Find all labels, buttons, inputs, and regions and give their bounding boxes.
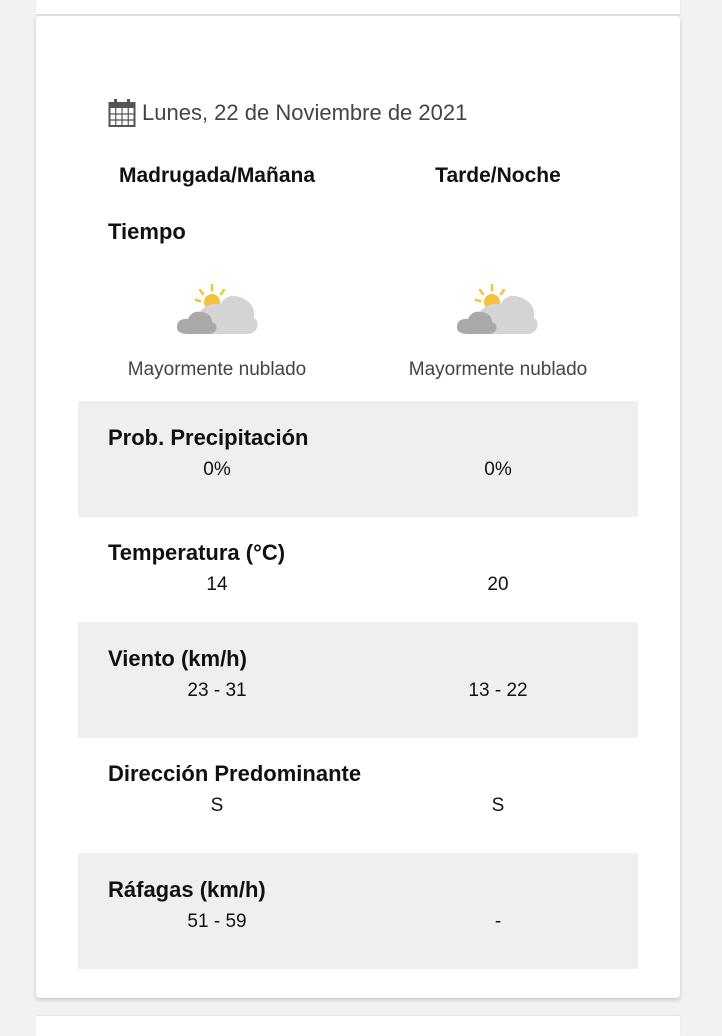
row-title: Dirección Predominante xyxy=(108,761,362,786)
forecast-card xyxy=(36,16,680,998)
row-value-morning: 23 - 31 xyxy=(187,680,247,701)
row-title: Ráfagas (km/h) xyxy=(108,877,266,902)
wind-direction-row xyxy=(78,737,638,853)
partly-cloudy-icon xyxy=(174,282,260,340)
next-card-edge xyxy=(36,1016,680,1036)
row-value-afternoon: 20 xyxy=(487,574,509,595)
wind-row xyxy=(78,622,638,738)
row-value-afternoon: S xyxy=(491,795,505,816)
row-value-afternoon: 13 - 22 xyxy=(468,680,528,701)
period-morning-label: Madrugada/Mañana xyxy=(118,164,316,187)
row-value-morning: S xyxy=(210,795,224,816)
forecast-date xyxy=(108,96,467,130)
temperature-row xyxy=(78,516,638,632)
partly-cloudy-icon xyxy=(454,282,540,340)
row-title: Viento (km/h) xyxy=(108,646,247,671)
row-title: Prob. Precipitación xyxy=(108,425,309,450)
weather-description-afternoon: Mayormente nublado xyxy=(408,359,588,380)
previous-card-edge xyxy=(36,0,680,15)
period-afternoon-label: Tarde/Noche xyxy=(435,164,561,187)
gusts-row xyxy=(78,853,638,969)
precipitation-row xyxy=(78,401,638,517)
weather-description-morning: Mayormente nublado xyxy=(127,359,307,380)
date-text: Lunes, 22 de Noviembre de 2021 xyxy=(142,100,468,125)
row-value-afternoon: - xyxy=(494,911,502,932)
row-value-afternoon: 0% xyxy=(484,459,512,480)
row-title: Temperatura (°C) xyxy=(108,540,286,565)
weather-section-title: Tiempo xyxy=(108,219,186,244)
calendar-icon xyxy=(108,98,136,128)
row-value-morning: 0% xyxy=(203,459,231,480)
row-value-morning: 14 xyxy=(206,574,228,595)
row-value-morning: 51 - 59 xyxy=(187,911,247,932)
